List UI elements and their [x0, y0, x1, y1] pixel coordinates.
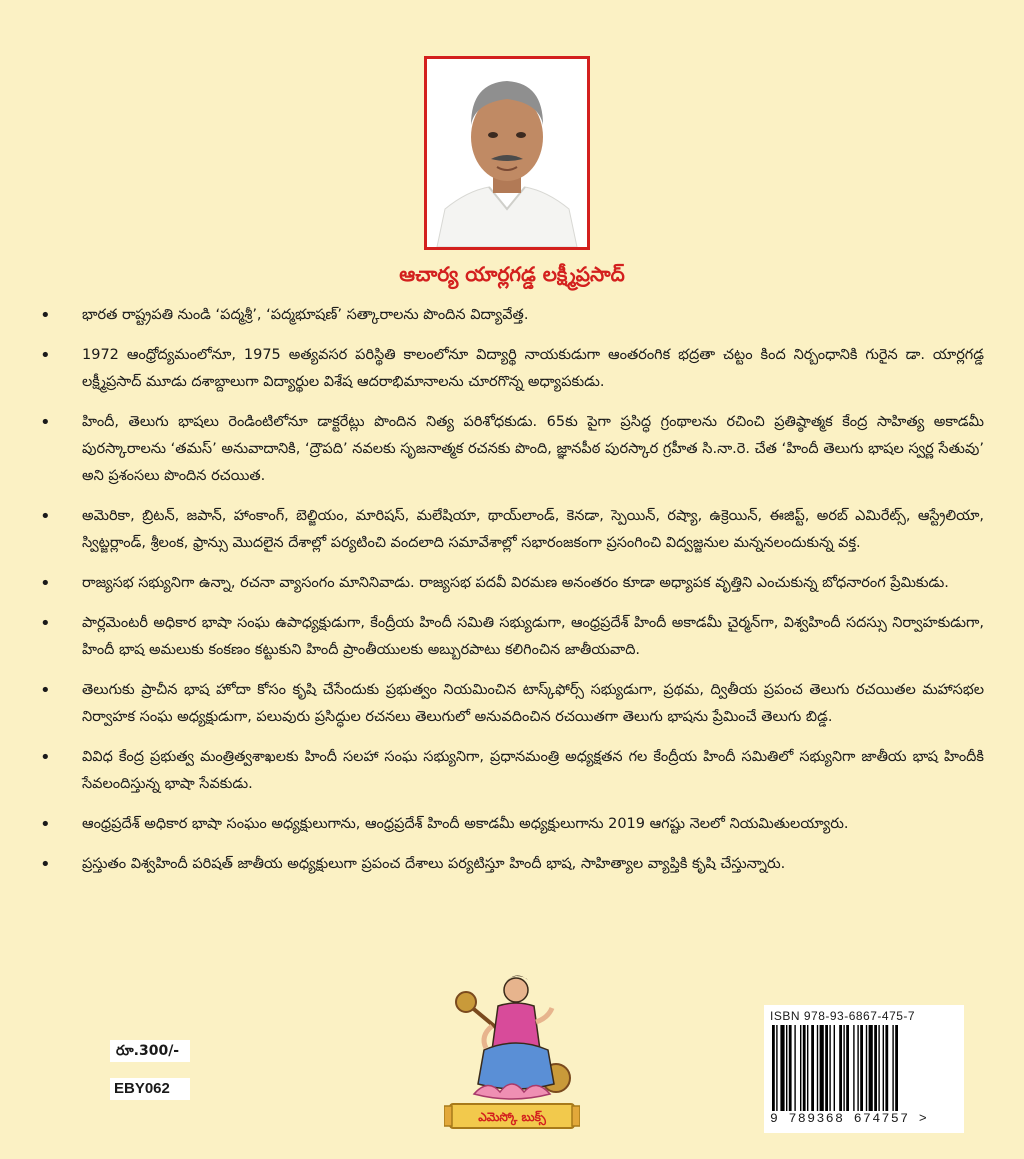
author-photo-icon — [427, 59, 587, 247]
bio-item — [40, 851, 984, 878]
publisher-name: ఎమెస్కో బుక్స్ — [478, 1110, 546, 1124]
bio-item — [40, 677, 984, 731]
bio-text: వివిధ కేంద్ర ప్రభుత్వ మంత్రిత్వశాఖలకు హిందీ సలహా సంఘ సభ్యునిగా, ప్రధానమంత్రి అధ్యక్షతన గల కేంద్రీయ హిందీ సమితిలో సభ్యునిగా జాతీయ భాష హిందీకి సేవలందిస్తున్న భాషా సేవకుడు. — [82, 749, 984, 792]
isbn-barcode — [764, 1005, 964, 1133]
bio-text: పార్లమెంటరీ అధికార భాషా సంఘ ఉపాధ్యక్షుడుగా, కేంద్రీయ హిందీ సమితి సభ్యుడుగా, ఆంధ్రప్రదేశ్ హిందీ అకాడమీ చైర్మన్‌గా, విశ్వహిందీ సదస్సు నిర్వాహకుడుగా, హిందీ భాష అమలుకు కంకణం కట్టుకుని హిందీ ప్రాంతీయులకు అబ్బురపాటు కలిగించిన జాతీయవాది. — [82, 615, 984, 658]
barcode-bars — [770, 1025, 958, 1111]
bio-text: అమెరికా, బ్రిటన్, జపాన్, హాంకాంగ్, బెల్జియం, మారిషస్, మలేషియా, థాయ్‌లాండ్, కెనడా, స్పెయిన్, రష్యా, ఉక్రెయిన్, ఈజిప్ట్, అరబ్ ఎమిరేట్స్, ఆస్ట్రేలియా, స్విట్జర్లాండ్, శ్రీలంక, ఫ్రాన్సు మొదలైన దేశాల్లో పర్యటించి వందలాది సమావేశాల్లో సభారంజకంగా ప్రసంగించి విద్వజ్జనుల మన్ననలందుకున్న వక్త. — [82, 508, 984, 551]
bullet-icon: • — [40, 747, 51, 768]
bio-item — [40, 342, 984, 396]
publisher-logo — [444, 966, 580, 1136]
bullet-icon: • — [40, 613, 51, 634]
bio-list — [40, 302, 984, 891]
bio-item — [40, 503, 984, 557]
bullet-icon: • — [40, 573, 51, 594]
bio-item — [40, 811, 984, 838]
bullet-icon: • — [40, 412, 51, 433]
bio-text: భారత రాష్ట్రపతి నుండి ‘పద్మశ్రీ’, ‘పద్మభూషణ్’ సత్కారాలను పొందిన విద్యావేత్త. — [82, 307, 529, 323]
isbn-label: ISBN 978-93-6867-475-7 — [770, 1009, 916, 1023]
bullet-icon: • — [40, 305, 51, 326]
bio-text: రాజ్యసభ సభ్యునిగా ఉన్నా, రచనా వ్యాసంగం మానినివాడు. రాజ్యసభ పదవీ విరమణ అనంతరం కూడా అధ్యాపక వృత్తిని ఎంచుకున్న బోధనారంగ ప్రేమికుడు. — [82, 575, 949, 591]
bio-text: ప్రస్తుతం విశ్వహిందీ పరిషత్ జాతీయ అధ్యక్షులుగా ప్రపంచ దేశాలు పర్యటిస్తూ హిందీ భాష, సాహిత్యాల వ్యాప్తికి కృషి చేస్తున్నారు. — [82, 856, 786, 872]
bio-item — [40, 570, 984, 597]
bio-text: తెలుగుకు ప్రాచీన భాష హోదా కోసం కృషి చేసేందుకు ప్రభుత్వం నియమించిన టాస్క్‌ఫోర్స్ సభ్యుడుగా, ప్రథమ, ద్వితీయ ప్రపంచ తెలుగు రచయితల మహాసభల నిర్వాహక సంఘ అధ్యక్షుడుగా, పలువురు ప్రసిద్ధుల రచనలు తెలుగులో అనువదించిన రచయితగా తెలుగు భాషను ప్రేమించే తెలుగు బిడ్డ. — [82, 682, 984, 725]
bullet-icon: • — [40, 345, 51, 366]
bio-text: 1972 ఆంధ్రోద్యమంలోనూ, 1975 అత్యవసర పరిస్థితి కాలంలోనూ విద్యార్థి నాయకుడుగా ఆంతరంగిక భద్రతా చట్టం కింద నిర్బంధానికి గురైన డా. యార్లగడ్డ లక్ష్మీప్రసాద్ మూడు దశాబ్దాలుగా విద్యార్థుల విశేష ఆదరాభిమానాలను చూరగొన్న అధ్యాపకుడు. — [82, 347, 984, 390]
bullet-icon: • — [40, 854, 51, 875]
barcode-digits: 9 789368 674757 > — [770, 1111, 929, 1126]
book-code: EBY062 — [110, 1078, 190, 1100]
bullet-icon: • — [40, 506, 51, 527]
bio-text: హిందీ, తెలుగు భాషలు రెండింటిలోనూ డాక్టరేట్లు పొందిన నిత్య పరిశోధకుడు. 65కు పైగా ప్రసిద్ధ గ్రంథాలను రచించి ప్రతిష్ఠాత్మక కేంద్ర సాహిత్య అకాడమీ పురస్కారాలను ‘తమస్’ అనువాదానికి, ‘ద్రౌపది’ నవలకు సృజనాత్మక రచనకు పొంది, జ్ఞానపీఠ పురస్కార గ్రహీత సి.నా.రె. చేత ‘హిందీ తెలుగు భాషల స్వర్ణ సేతువు’ అని ప్రశంసలు పొందిన రచయిత. — [82, 414, 984, 484]
barcode-icon — [770, 1025, 958, 1111]
bio-item — [40, 409, 984, 490]
bullet-icon: • — [40, 814, 51, 835]
author-name: ఆచార్య యార్లగడ్డ లక్ష్మీప్రసాద్ — [399, 262, 625, 286]
price-label: రూ.300/- — [110, 1040, 190, 1062]
bullet-icon: • — [40, 680, 51, 701]
bio-item — [40, 610, 984, 664]
bio-item — [40, 744, 984, 798]
author-portrait — [424, 56, 590, 250]
bio-text: ఆంధ్రప్రదేశ్ అధికార భాషా సంఘం అధ్యక్షులుగాను, ఆంధ్రప్రదేశ్ హిందీ అకాడమీ అధ్యక్షులుగాను 2019 ఆగష్టు నెలలో నియమితులయ్యారు. — [82, 816, 849, 832]
bio-item — [40, 302, 984, 329]
